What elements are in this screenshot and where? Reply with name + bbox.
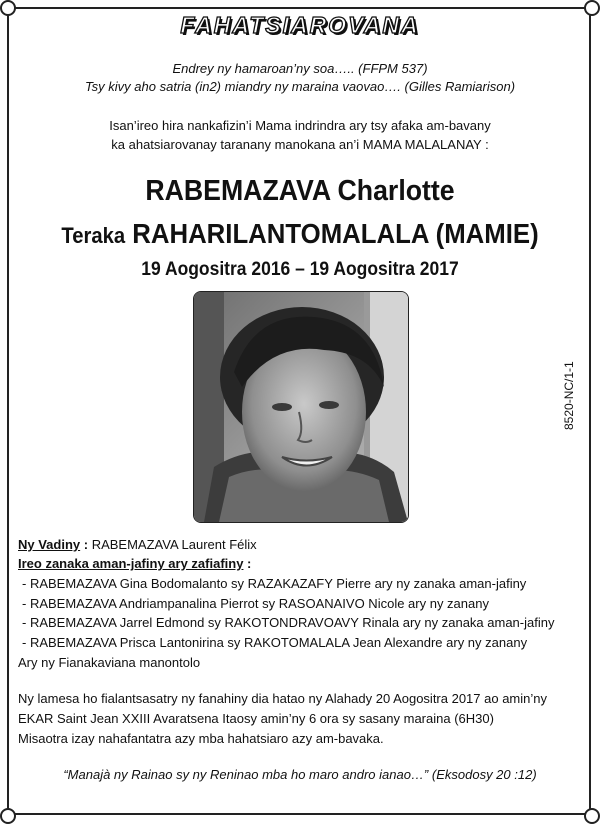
maiden-name-line	[24, 218, 576, 250]
child-item: - RABEMAZAVA Andriampanalina Pierrot sy RASOANAIVO Nicole ary ny zanany	[22, 596, 489, 611]
closing-quote: “Manajà ny Rainao sy ny Reninao mba ho maro andro ianao…” (Eksodosy 20 :12)	[63, 767, 537, 782]
child-item: - RABEMAZAVA Jarrel Edmond sy RAKOTONDRAVOAVY Rinala ary ny zanaka aman-jafiny	[22, 615, 555, 630]
children-heading	[18, 556, 251, 571]
portrait-image	[194, 292, 408, 522]
portrait-photo	[193, 291, 409, 523]
children-separator: :	[243, 556, 252, 571]
hymn-quote-1: Endrey ny hamaroan’ny soa….. (FFPM 537)	[172, 61, 428, 76]
corner-ornament	[0, 808, 16, 824]
spouse-separator: :	[80, 537, 92, 552]
deceased-name: RABEMAZAVA Charlotte	[145, 175, 455, 207]
page-title: FAHATSIAROVANA	[180, 12, 420, 38]
hymn-quote-2: Tsy kivy aho satria (in2) miandry ny maraina vaovao…. (Gilles Ramiarison)	[84, 79, 516, 94]
child-item: - RABEMAZAVA Gina Bodomalanto sy RAZAKAZAFY Pierre ary ny zanaka aman-jafiny	[22, 576, 527, 591]
spouse-label: Ny Vadiny	[18, 537, 81, 552]
maiden-name: RAHARILANTOMALALA (MAMIE)	[132, 218, 539, 249]
announcement-line-3: Misaotra izay nahafantatra azy mba hahatsiaro azy am-bavaka.	[18, 731, 384, 746]
announcement-line-1: Ny lamesa ho fialantsasatry ny fanahiny dia hatao ny Alahady 20 Aogositra 2017 ao amin’ny	[18, 691, 548, 706]
teraka-label: Teraka	[61, 223, 126, 248]
children-label: Ireo zanaka aman-jafiny ary zafiafiny	[18, 556, 244, 571]
relatives-line: Ary ny Fianakaviana manontolo	[18, 655, 201, 670]
child-item: - RABEMAZAVA Prisca Lantonirina sy RAKOTOMALALA Jean Alexandre ary ny zanany	[22, 635, 528, 650]
intro-line-2: ka ahatsiarovanay taranany manokana an’i MAMA MALALANAY :	[111, 137, 489, 152]
spouse-line	[18, 537, 257, 552]
intro-line-1: Isan’ireo hira nankafizin’i Mama indrindra ary tsy afaka am-bavany	[109, 118, 491, 133]
corner-ornament	[584, 808, 600, 824]
announcement-line-2: EKAR Saint Jean XXIII Avaratsena Itaosy amin’ny 6 ora sy sasany maraina (6H30)	[18, 711, 494, 726]
spouse-name: RABEMAZAVA Laurent Félix	[91, 537, 257, 552]
reference-code: 8520-NC/1-1	[562, 361, 576, 430]
memorial-dates: 19 Aogositra 2016 – 19 Aogositra 2017	[141, 259, 459, 280]
